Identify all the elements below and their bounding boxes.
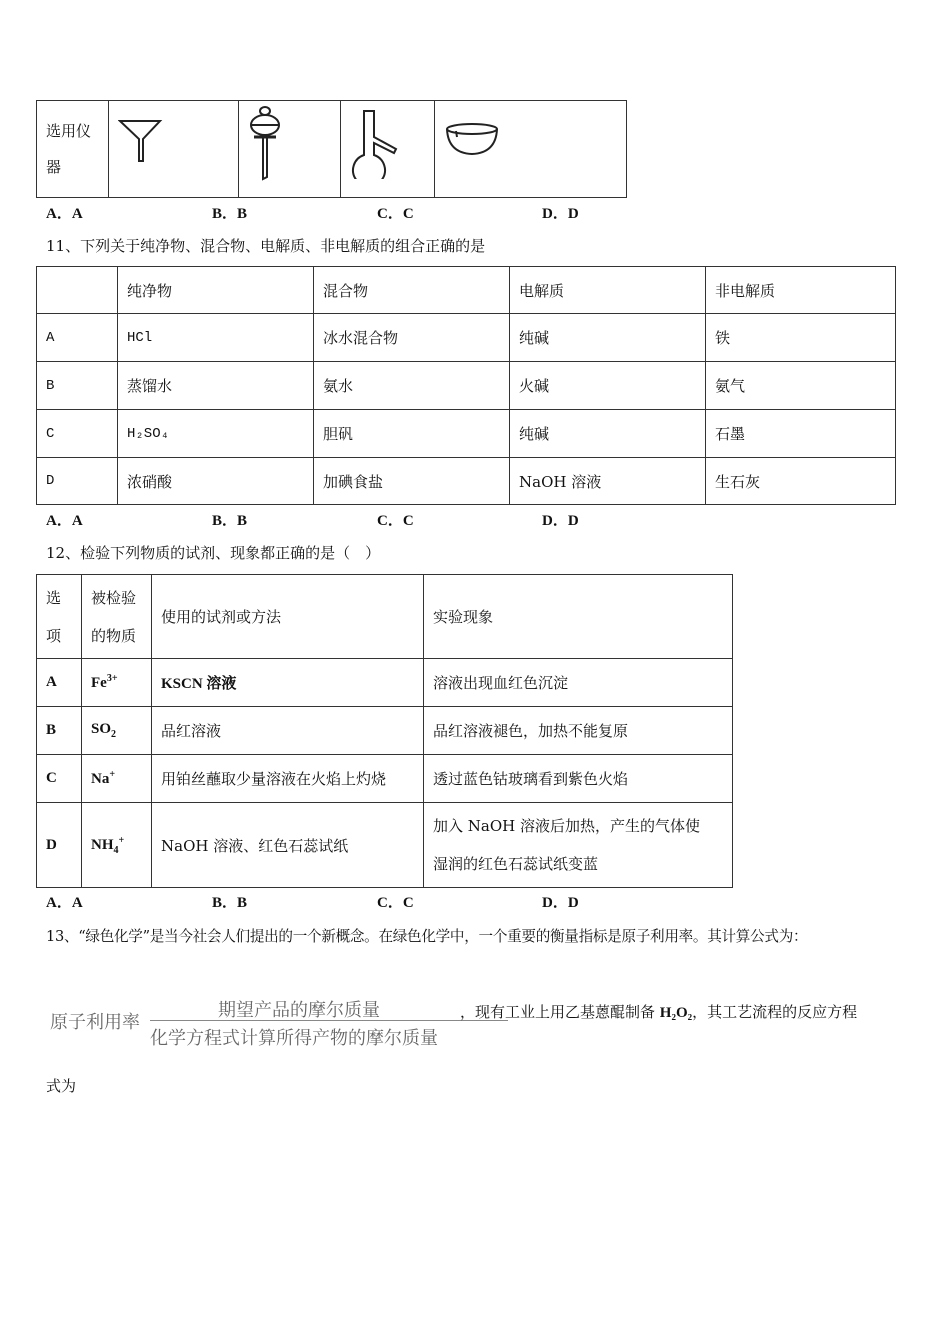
option-a[interactable]: A．A	[46, 513, 83, 529]
evaporating-dish-icon	[444, 121, 500, 157]
reagent-text: KSCN 溶液	[161, 676, 237, 692]
row-option: C	[37, 755, 82, 803]
cell-pure: 蒸馏水	[118, 362, 314, 410]
row-substance	[82, 659, 152, 707]
row-reagent: 用铂丝蘸取少量溶液在火焰上灼烧	[152, 755, 424, 803]
option-b[interactable]: B．B	[212, 206, 248, 222]
row-label-line2: 器	[46, 158, 62, 176]
q13-line2: 式为	[46, 1077, 77, 1095]
header-cell: 混合物	[314, 267, 510, 314]
table-row	[37, 362, 896, 410]
header-phenomenon: 实验现象	[424, 575, 733, 659]
apparatus-cell-b	[239, 101, 341, 198]
row-label: B	[37, 362, 118, 410]
fraction-bar	[150, 1020, 508, 1021]
apparatus-cell-d	[435, 101, 627, 198]
row-option: D	[37, 803, 82, 888]
substance-text: NH	[91, 836, 114, 853]
apparatus-row-label	[37, 101, 109, 198]
table-row	[37, 755, 733, 803]
distillation-flask-icon	[350, 109, 406, 179]
row-phenomenon: 溶液出现血红色沉淀	[424, 659, 733, 707]
option-c[interactable]: C．C	[377, 513, 414, 529]
cell-nonelectrolyte: 氨气	[706, 362, 896, 410]
header-cell: 非电解质	[706, 267, 896, 314]
table-row	[37, 803, 733, 888]
option-a[interactable]: A．A	[46, 206, 83, 222]
cell-pure: H₂SO₄	[118, 410, 314, 458]
phenomenon-line2: 湿润的红色石蕊试纸变蓝	[433, 855, 599, 873]
cell-pure: HCl	[118, 314, 314, 362]
q11-table	[36, 266, 896, 505]
row-phenomenon	[424, 803, 733, 888]
cell-mixture: 氨水	[314, 362, 510, 410]
header-cell: 电解质	[510, 267, 706, 314]
header-reagent: 使用的试剂或方法	[152, 575, 424, 659]
header-text: 被检验	[91, 588, 137, 607]
subscript: 2	[111, 729, 117, 740]
separatory-funnel-icon	[248, 105, 288, 183]
subscript: 4	[113, 844, 119, 856]
option-d[interactable]: D．D	[542, 206, 579, 222]
charge: +	[118, 834, 125, 846]
row-reagent	[152, 659, 424, 707]
phenomenon-line1: 加入 NaOH 溶液后加热，产生的气体使	[433, 817, 700, 835]
row-reagent: 品红溶液	[152, 707, 424, 755]
row-phenomenon: 透过蓝色钴玻璃看到紫色火焰	[424, 755, 733, 803]
cell-electrolyte: 纯碱	[510, 314, 706, 362]
apparatus-cell-a	[109, 101, 239, 198]
table-row	[37, 314, 896, 362]
charge: +	[109, 769, 116, 780]
table-row	[37, 659, 733, 707]
row-option: A	[37, 659, 82, 707]
row-label-line1: 选用仪	[46, 122, 92, 140]
option-d[interactable]: D．D	[542, 513, 579, 529]
cell-electrolyte: 火碱	[510, 362, 706, 410]
row-phenomenon: 品红溶液褪色，加热不能复原	[424, 707, 733, 755]
cell-electrolyte: NaOH 溶液	[510, 458, 706, 505]
header-text: 选	[46, 588, 62, 607]
cell-nonelectrolyte: 铁	[706, 314, 896, 362]
row-label: C	[37, 410, 118, 458]
q13-title: 13、“绿色化学”是当今社会人们提出的一个新概念。在绿色化学中，一个重要的衡量指标是原子利用率。其计算公式为：	[46, 928, 808, 945]
header-text: 的物质	[91, 626, 137, 645]
q11-header-row	[37, 267, 896, 314]
row-substance	[82, 755, 152, 803]
cell-electrolyte: 纯碱	[510, 410, 706, 458]
header-option	[37, 575, 82, 659]
option-b[interactable]: B．B	[212, 895, 248, 911]
apparatus-cell-c	[341, 101, 435, 198]
header-text: 项	[46, 626, 62, 645]
row-label: D	[37, 458, 118, 505]
formula-denominator: 化学方程式计算所得产物的摩尔质量	[150, 1028, 438, 1049]
continuation-text: ，现有工业上用乙基蒽醌制备	[460, 1003, 660, 1021]
option-b[interactable]: B．B	[212, 513, 248, 529]
option-a[interactable]: A．A	[46, 895, 83, 911]
chemical-formula: H₂O₂	[659, 1005, 693, 1021]
table-row	[37, 707, 733, 755]
q12-header-row	[37, 575, 733, 659]
formula-numerator: 期望产品的摩尔质量	[218, 1000, 380, 1021]
cell-mixture: 冰水混合物	[314, 314, 510, 362]
header-substance	[82, 575, 152, 659]
table-row	[37, 458, 896, 505]
option-d[interactable]: D．D	[542, 895, 579, 911]
substance-text: Fe	[91, 675, 107, 691]
row-substance	[82, 803, 152, 888]
substance-text: Na	[91, 771, 110, 787]
q12-title: 12、检验下列物质的试剂、现象都正确的是（ ）	[46, 544, 381, 562]
charge: 3+	[106, 673, 118, 684]
formula-lhs: 原子利用率	[50, 1012, 140, 1033]
apparatus-table	[36, 100, 627, 198]
table-row	[37, 410, 896, 458]
row-option: B	[37, 707, 82, 755]
continuation-text: ，其工艺流程的反应方程	[692, 1003, 858, 1021]
q12-table	[36, 574, 733, 888]
header-cell: 纯净物	[118, 267, 314, 314]
row-substance	[82, 707, 152, 755]
option-c[interactable]: C．C	[377, 206, 414, 222]
q13-continuation	[460, 1001, 857, 1022]
header-cell	[37, 267, 118, 314]
funnel-icon	[118, 119, 164, 165]
substance-text: SO	[91, 721, 112, 737]
cell-pure: 浓硝酸	[118, 458, 314, 505]
cell-mixture: 胆矾	[314, 410, 510, 458]
row-label: A	[37, 314, 118, 362]
cell-nonelectrolyte: 石墨	[706, 410, 896, 458]
reagent-text: NaOH 溶液、红色石蕊试纸	[161, 836, 349, 855]
row-reagent	[152, 803, 424, 888]
cell-mixture: 加碘食盐	[314, 458, 510, 505]
q11-title: 11、下列关于纯净物、混合物、电解质、非电解质的组合正确的是	[46, 237, 486, 255]
option-c[interactable]: C．C	[377, 895, 414, 911]
cell-nonelectrolyte: 生石灰	[706, 458, 896, 505]
